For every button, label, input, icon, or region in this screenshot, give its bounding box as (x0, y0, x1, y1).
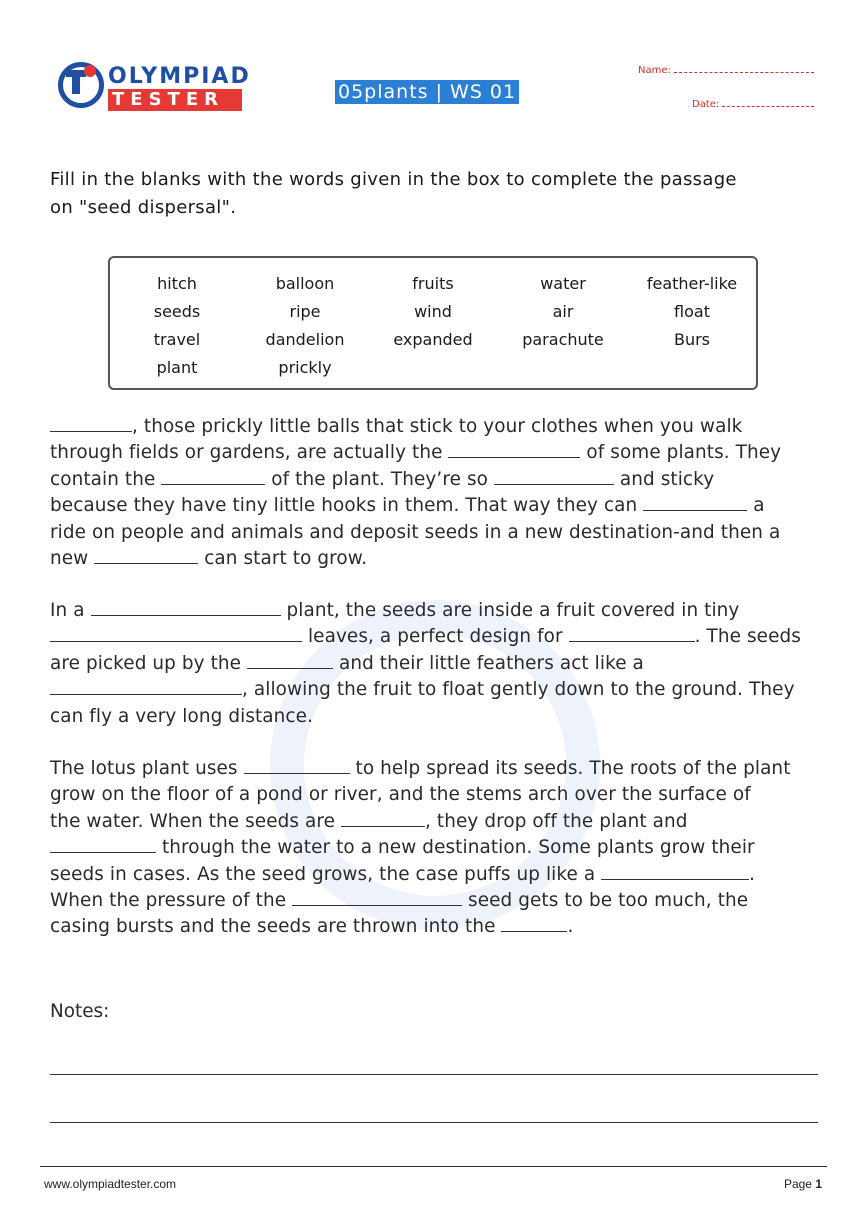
answer-blank[interactable] (50, 851, 156, 853)
word-bank-item: ripe (289, 302, 321, 321)
answer-blank[interactable] (501, 930, 567, 932)
notes-line[interactable] (50, 1122, 818, 1123)
date-field (692, 99, 814, 110)
passage-paragraph-3: The lotus plant uses to help spread its seeds. The roots of the plant grow on the floor of a pond or river, and the stems arch over the surface of the water. When the seeds are , they drop off the plant and through the water to a new destination. Some plants grow their seeds in cases. As the seed grows, the case puffs up like a . When the pressure of the seed gets to be too much, the casing bursts and the seeds are thrown into the . (50, 758, 791, 938)
worksheet-title: 05plants | WS 01 (335, 80, 519, 104)
footer-url: www.olympiadtester.com (44, 1177, 177, 1191)
answer-blank[interactable] (292, 904, 462, 906)
word-bank-item: expanded (393, 330, 473, 349)
word-bank-item: hitch (157, 274, 197, 293)
word-bank-item: prickly (278, 358, 332, 377)
footer-page-number (784, 1177, 822, 1191)
name-field (638, 65, 814, 76)
answer-blank[interactable] (341, 825, 425, 827)
word-bank-item: Burs (673, 330, 711, 349)
answer-blank[interactable] (643, 509, 747, 511)
notes-label: Notes: (50, 1001, 110, 1022)
instructions (50, 166, 820, 222)
word-bank-item: balloon (275, 274, 335, 293)
logo-text-tester: TESTER (108, 89, 242, 111)
date-line (722, 106, 814, 107)
word-bank-item: dandelion (265, 330, 345, 349)
answer-blank[interactable] (161, 483, 265, 485)
answer-blank[interactable] (94, 562, 198, 564)
word-bank-item: wind (414, 302, 452, 321)
passage-paragraph-2: In a plant, the seeds are inside a fruit covered in tiny leaves, a perfect design for . The seeds are picked up by the and their little feathers act like a , allowing the fruit to float gently down to the ground. They can fly a very long distance. (50, 600, 801, 727)
answer-blank[interactable] (494, 483, 614, 485)
answer-blank[interactable] (601, 878, 749, 880)
instructions-line-1: Fill in the blanks with the words given in the box to complete the passage (50, 169, 737, 190)
answer-blank[interactable] (91, 614, 281, 616)
date-label: Date: (692, 99, 720, 110)
word-bank-item: feather-like (646, 274, 738, 293)
page-label: Page (783, 1177, 812, 1191)
word-bank-item: water (540, 274, 586, 293)
answer-blank[interactable] (50, 693, 242, 695)
answer-blank[interactable] (50, 430, 132, 432)
word-bank-item: float (674, 302, 710, 321)
footer-divider (40, 1166, 827, 1167)
notes-line[interactable] (50, 1074, 818, 1075)
name-line (674, 72, 814, 73)
logo-dot-icon (84, 65, 96, 77)
word-bank-item: fruits (412, 274, 454, 293)
olympiad-tester-logo (58, 62, 251, 114)
logo-text-olympiad: OLYMPIAD (108, 64, 251, 89)
answer-blank[interactable] (247, 667, 333, 669)
word-bank-item: parachute (522, 330, 604, 349)
answer-blank[interactable] (50, 640, 302, 642)
passage-paragraph-1: , those prickly little balls that stick to your clothes when you walk through fields or gardens, are actually the of some plants. They contain the of the plant. They’re so and sticky because they have tiny little hooks in them. That way they can a ride on people and animals and deposit seeds in a new destination-and then a new can start to grow. (50, 416, 782, 570)
word-bank-box (108, 256, 758, 390)
word-bank-item: air (552, 302, 574, 321)
answer-blank[interactable] (244, 772, 350, 774)
word-bank-item: seeds (153, 302, 201, 321)
logo-circle-icon (58, 62, 104, 108)
name-label: Name: (638, 65, 671, 76)
answer-blank[interactable] (569, 640, 695, 642)
word-bank-item: travel (153, 330, 201, 349)
answer-blank[interactable] (448, 456, 580, 458)
page-number: 1 (815, 1177, 822, 1191)
word-bank-item: plant (156, 358, 198, 377)
instructions-line-2: on "seed dispersal". (50, 197, 237, 218)
